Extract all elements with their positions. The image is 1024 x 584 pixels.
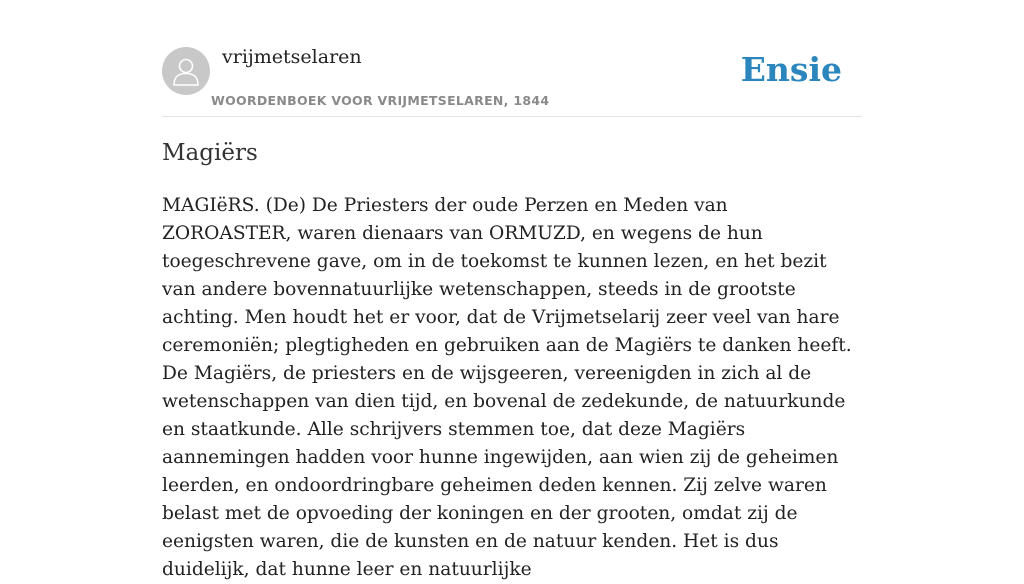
article-title: Magiërs: [162, 140, 258, 166]
brand-logo-link[interactable]: Ensie: [740, 50, 842, 89]
person-icon: [171, 55, 201, 87]
source-label[interactable]: WOORDENBOEK VOOR VRIJMETSELAREN, 1844: [211, 93, 550, 108]
article-container: [162, 0, 862, 580]
user-avatar-icon[interactable]: [162, 47, 210, 95]
article-header: [162, 0, 862, 117]
author-name-link[interactable]: vrijmetselaren: [222, 46, 362, 68]
article-body: MAGIëRS. (De) De Priesters der oude Perzen en Meden van ZOROASTER, waren dienaars van ORMUZD, en wegens de hun toegeschrevene gave, om in de toekomst te kunnen lezen, en het bezit van andere bovennatuurlijke wetenschappen, steeds in de grootste achting. Men houdt het er voor, dat de Vrijmetselarij zeer veel van hare ceremoniën; plegtigheden en gebruiken aan de Magiërs te danken heeft. De Magiërs, de priesters en de wijsgeeren, vereenigden in zich al de wetenschappen van dien tijd, en bovenal de zedekunde, de natuurkunde en staatkunde. Alle schrijvers stemmen toe, dat deze Magiërs aannemingen hadden voor hunne ingewijden, aan wien zij de geheimen leerden, en ondoordringbare geheimen deden kennen. Zij zelve waren belast met de opvoeding der koningen en der grooten, omdat zij de eenigsten waren, die de kunsten en de natuur kenden. Het is dus duidelijk, dat hunne leer en natuurlijke: [162, 195, 852, 580]
